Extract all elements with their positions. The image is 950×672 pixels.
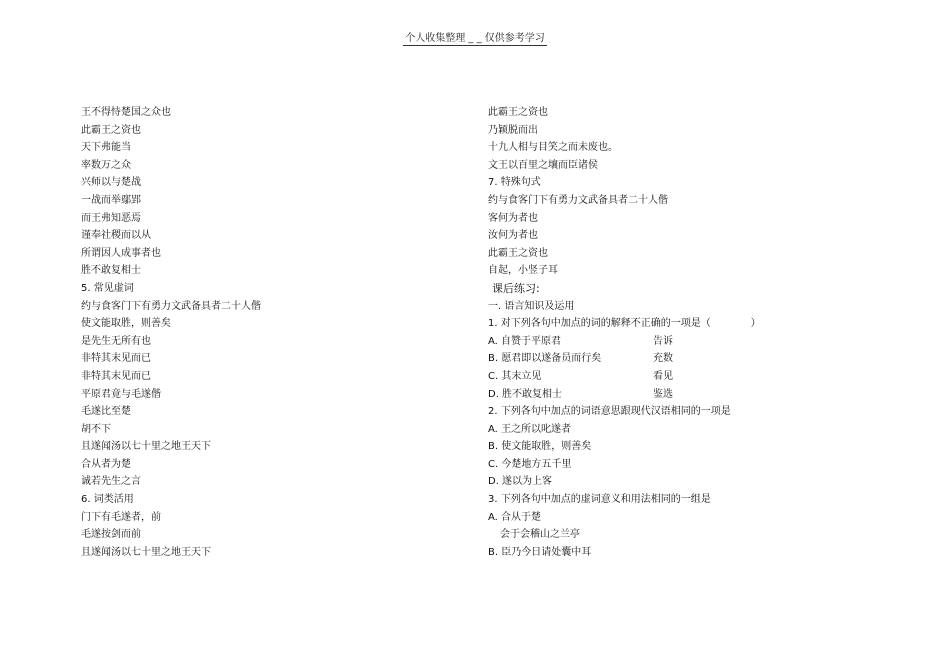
option-text: A. 自赞于平原君 <box>488 335 562 347</box>
text-line: 率数万之众 <box>81 159 131 171</box>
text-line: 非特其末见而已 <box>81 370 151 382</box>
text-line: 使文能取胜，则善矣 <box>81 318 171 330</box>
text-line: 毛遂比至楚 <box>81 406 131 418</box>
text-line: 且遂闻汤以七十里之地王天下 <box>81 441 211 453</box>
q2-option-b: B. 使文能取胜，则善矣 <box>488 441 592 453</box>
text-line: 王不得恃楚国之众也 <box>81 107 171 118</box>
text-line: 汝何为者也 <box>488 230 538 242</box>
right-column <box>488 104 908 561</box>
text-line: 十九人相与目笑之而未废也。 <box>488 142 618 154</box>
text-line: 而王弗知恶焉 <box>81 212 141 224</box>
question-2: 2. 下列各句中加点的词语意思跟现代汉语相同的一项是 <box>488 406 731 418</box>
exercise-title: 课后练习: <box>492 281 540 295</box>
text-line: 天下弗能当 <box>81 142 131 154</box>
text-line: 此霸王之资也 <box>488 107 548 118</box>
section-heading: 7. 特殊句式 <box>488 177 541 189</box>
q2-option-c: C. 今楚地方五千里 <box>488 458 572 470</box>
question-1: 1. 对下列各句中加点的词的解释不正确的一项是（ ） <box>488 318 761 330</box>
text-line: 乃颖脱而出 <box>488 124 538 136</box>
option-text: B. 愿君即以遂备员而行矣 <box>488 353 602 365</box>
section-heading: 6. 词类活用 <box>81 494 134 506</box>
text-line: 一战而举鄢郢 <box>81 194 141 206</box>
text-line: 自起，小竖子耳 <box>488 265 558 277</box>
q3-option-b: B. 臣乃今日请处囊中耳 <box>488 546 592 558</box>
option-gloss: 鉴选 <box>653 388 673 400</box>
section-heading: 一. 语言知识及运用 <box>488 300 575 312</box>
text-line: 胜不敢复相士 <box>81 265 141 277</box>
text-line: 胡不下 <box>81 423 111 435</box>
question-3: 3. 下列各句中加点的虚词意义和用法相同的一组是 <box>488 494 711 506</box>
option-gloss: 告诉 <box>653 335 673 347</box>
text-line: 谨奉社稷而以从 <box>81 230 151 242</box>
text-line: 约与食客门下有勇力文武备具者二十人偕 <box>81 300 261 312</box>
page-header <box>0 29 950 46</box>
section-heading: 5. 常见虚词 <box>81 282 134 294</box>
text-line: 门下有毛遂者，前 <box>81 511 161 523</box>
option-text: D. 胜不敢复相士 <box>488 388 563 400</box>
q2-option-d: D. 遂以为上客 <box>488 476 553 488</box>
text-line: 文王以百里之壤而臣诸侯 <box>488 159 598 171</box>
q3-option-a-pair: 会于会稽山之兰亭 <box>500 529 580 541</box>
text-line: 诚若先生之言 <box>81 476 141 488</box>
q1-option-b <box>488 350 908 368</box>
text-line: 客何为者也 <box>488 212 538 224</box>
text-line: 此霸王之资也 <box>488 247 548 259</box>
option-gloss: 看见 <box>653 370 673 382</box>
text-line: 合从者为楚 <box>81 458 131 470</box>
text-line: 非特其末见而已 <box>81 353 151 365</box>
q3-option-a: A. 合从于楚 <box>488 511 542 523</box>
text-line: 兴师以与楚战 <box>81 177 141 189</box>
q2-option-a: A. 王之所以叱遂者 <box>488 423 572 435</box>
left-column <box>81 104 451 561</box>
text-line: 平原君竟与毛遂偕 <box>81 388 161 400</box>
option-text: C. 其末立见 <box>488 370 542 382</box>
q1-option-c <box>488 368 908 386</box>
text-line: 所谓因人成事者也 <box>81 247 161 259</box>
text-line: 是先生无所有也 <box>81 335 151 347</box>
text-line: 毛遂按剑而前 <box>81 529 141 541</box>
header-text: 个人收集整理 _ _ 仅供参考学习 <box>403 29 547 46</box>
q1-option-d <box>488 386 908 404</box>
text-line: 且遂闻汤以七十里之地王天下 <box>81 546 211 558</box>
text-line: 此霸王之资也 <box>81 124 141 136</box>
option-gloss: 充数 <box>653 353 673 365</box>
q1-option-a <box>488 333 908 351</box>
text-line: 约与食客门下有勇力文武备具者二十人偕 <box>488 194 668 206</box>
